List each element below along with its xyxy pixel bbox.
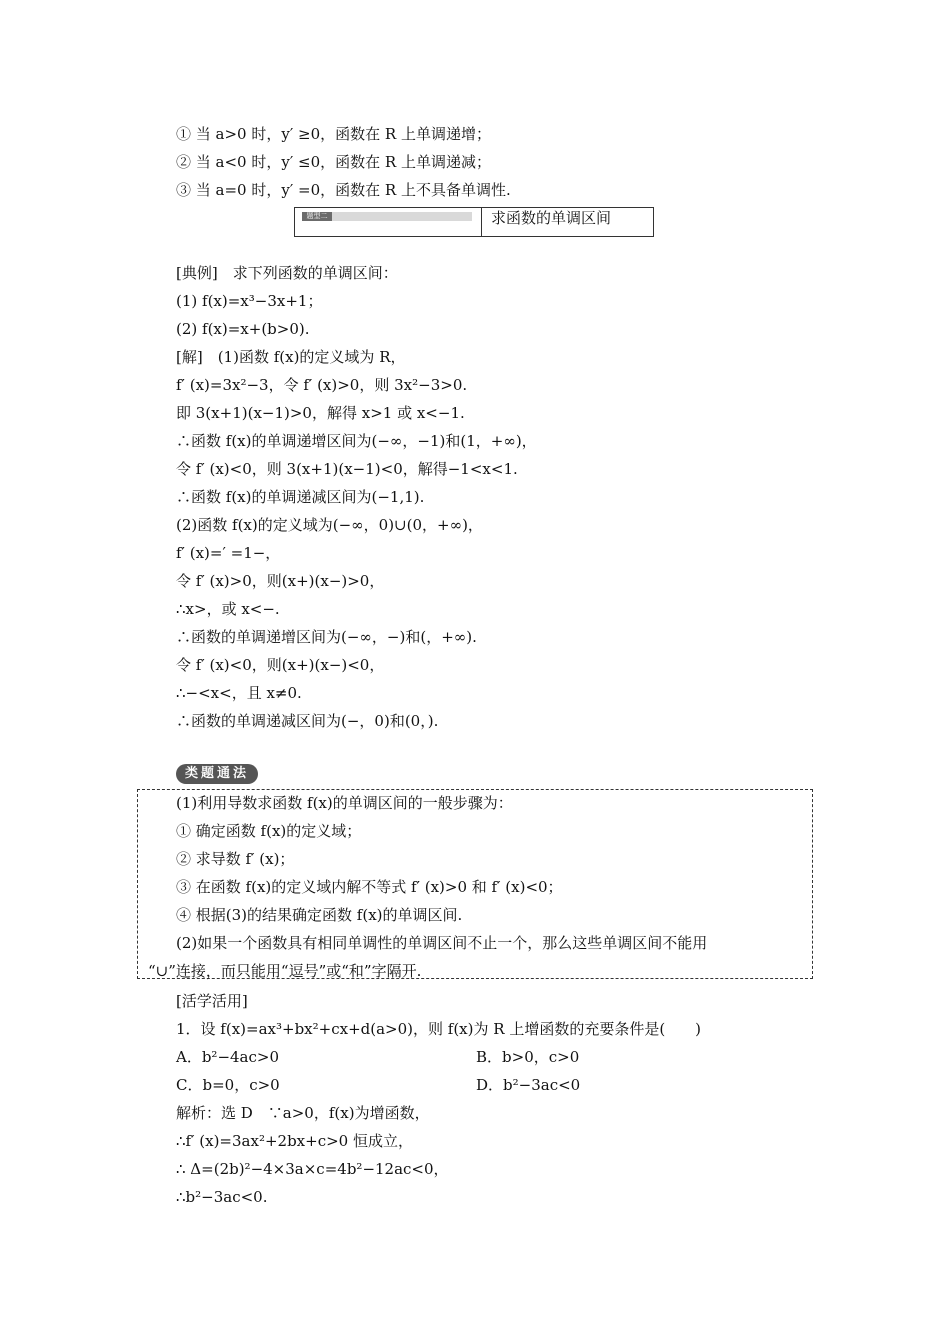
section-title: 求函数的单调区间 (491, 209, 612, 227)
practice-heading: [活学活用] (176, 992, 248, 1010)
solution-line: ∴f′ (x)=3ax²+2bx+c>0 恒成立， (176, 1132, 413, 1150)
summary-line: (1)利用导数求函数 f(x)的单调区间的一般步骤为： (176, 794, 513, 812)
example-line: 令 f′ (x)<0，则(x+)(x−)<0， (176, 656, 385, 674)
example-line: [解] (1)函数 f(x)的定义域为 R， (176, 348, 406, 366)
option-d: D．b²−3ac<0 (476, 1076, 581, 1094)
example-line: 即 3(x+1)(x−1)>0，解得 x>1 或 x<−1. (176, 404, 465, 422)
summary-badge: 类题通法 (176, 764, 258, 784)
summary-line: (2)如果一个函数具有相同单调性的单调区间不止一个，那么这些单调区间不能用 (176, 934, 708, 952)
section-header (294, 207, 654, 237)
example-line: ∴−<x<，且 x≠0. (176, 684, 302, 702)
example-line: (2)函数 f(x)的定义域为(−∞，0)∪(0，+∞)， (176, 516, 483, 534)
example-line: f′ (x)=3x²−3，令 f′ (x)>0，则 3x²−3>0. (176, 376, 468, 394)
example-line: (2) f(x)=x+(b>0). (176, 320, 310, 338)
solution-line: 解析：选 D ∵a>0，f(x)为增函数， (176, 1104, 430, 1122)
section-tag-cell (295, 208, 482, 236)
option-c: C．b=0，c>0 (176, 1076, 280, 1094)
solution-line: ∴ Δ=(2b)²−4×3a×c=4b²−12ac<0， (176, 1160, 449, 1178)
summary-line: ② 求导数 f′ (x)； (176, 850, 295, 868)
summary-line: ① 确定函数 f(x)的定义域； (176, 822, 362, 840)
case-line-2: ② 当 a<0 时，y′ ≤0，函数在 R 上单调递减； (176, 153, 491, 171)
option-b: B．b>0，c>0 (476, 1048, 580, 1066)
example-line: 令 f′ (x)<0，则 3(x+1)(x−1)<0，解得−1<x<1. (176, 460, 518, 478)
example-line: f′ (x)=′ =1−， (176, 544, 281, 562)
case-line-3: ③ 当 a=0 时，y′ =0，函数在 R 上不具备单调性. (176, 181, 511, 199)
section-tag: 题型二 (302, 212, 332, 221)
example-line: ∴函数的单调递减区间为(−，0)和(0，). (176, 712, 439, 730)
case-line-1: ① 当 a>0 时，y′ ≥0，函数在 R 上单调递增； (176, 125, 491, 143)
example-line: ∴x>，或 x<−. (176, 600, 280, 618)
summary-line: ④ 根据(3)的结果确定函数 f(x)的单调区间. (176, 906, 463, 924)
practice-question: 1．设 f(x)=ax³+bx²+cx+d(a>0)，则 f(x)为 R 上增函数的充要条件是( ) (176, 1020, 702, 1038)
solution-line: ∴b²−3ac<0. (176, 1188, 268, 1206)
example-line: [典例] 求下列函数的单调区间： (176, 264, 398, 282)
option-a: A．b²−4ac>0 (176, 1048, 280, 1066)
example-line: ∴函数 f(x)的单调递增区间为(−∞，−1)和(1，+∞)， (176, 432, 537, 450)
example-line: 令 f′ (x)>0，则(x+)(x−)>0， (176, 572, 385, 590)
example-line: (1) f(x)=x³−3x+1； (176, 292, 323, 310)
example-line: ∴函数 f(x)的单调递减区间为(−1,1). (176, 488, 425, 506)
summary-line: ③ 在函数 f(x)的定义域内解不等式 f′ (x)>0 和 f′ (x)<0； (176, 878, 563, 896)
section-tag-bar (302, 212, 472, 221)
summary-line: “∪”连接，而只能用“逗号”或“和”字隔开. (148, 962, 422, 980)
example-line: ∴函数的单调递增区间为(−∞，−)和(，+∞). (176, 628, 477, 646)
